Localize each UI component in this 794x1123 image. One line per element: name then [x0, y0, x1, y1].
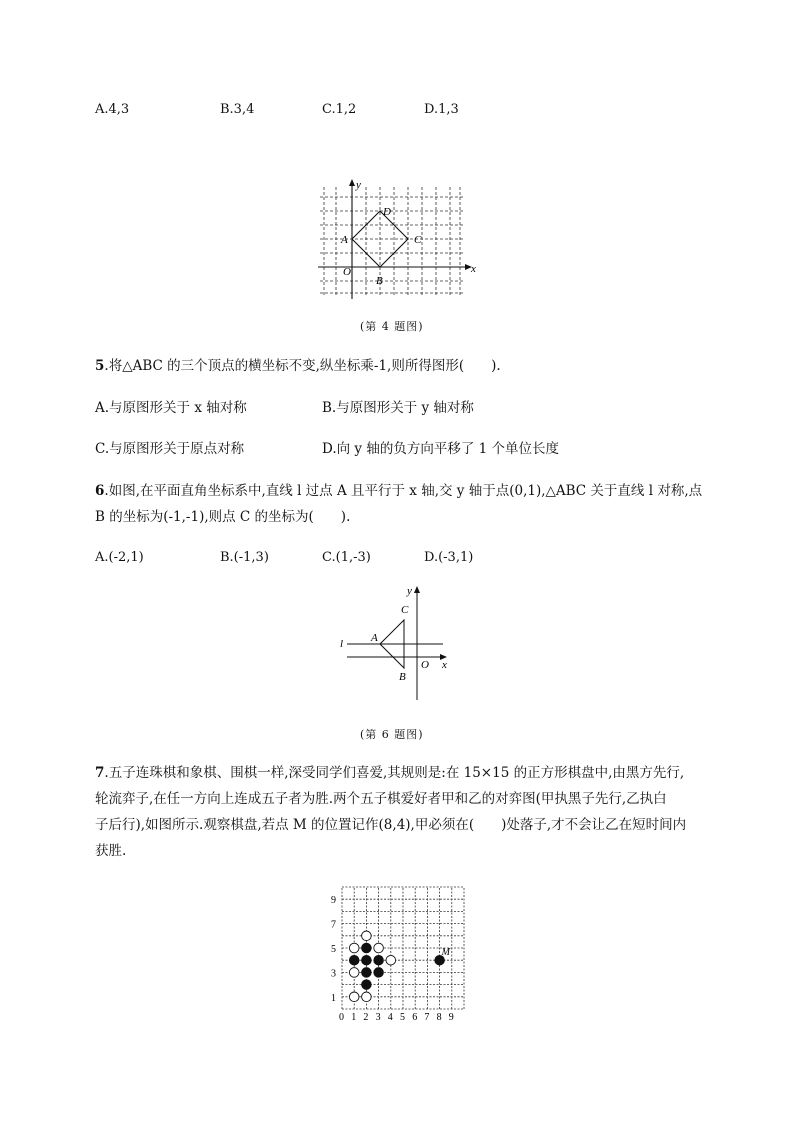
q5-number: 5	[95, 358, 105, 374]
x-tick-label: 7	[424, 1012, 430, 1022]
fig4-label-c: C	[414, 234, 422, 246]
q7-line-1	[95, 760, 686, 786]
q6-line-1	[95, 478, 702, 504]
fig7-label-m: M	[441, 947, 450, 959]
fig6-label-l: l	[340, 638, 344, 650]
x-tick-label: 2	[363, 1012, 369, 1022]
q6-option-a: A.(-2,1)	[95, 550, 144, 565]
black-stone	[362, 943, 372, 953]
x-tick-label: 9	[448, 1012, 454, 1022]
q5-option-d: D.向 y 轴的负方向平移了 1 个单位长度	[322, 441, 560, 457]
q6-line-1-text: .如图,在平面直角坐标系中,直线 l 过点 A 且平行于 x 轴,交 y 轴于点(0,1),△ABC 关于直线 l 对称,点	[104, 483, 703, 499]
q7-line-3: 子后行),如图所示.观察棋盘,若点 M 的位置记作(8,4),甲必须在( )处落子,才不会让乙在短时间内	[95, 817, 687, 833]
q6-option-b: B.(-1,3)	[220, 550, 269, 565]
fig6-label-b: B	[399, 671, 406, 683]
q4-option-b: B.3,4	[220, 102, 255, 117]
question-7	[95, 760, 686, 864]
black-stone	[362, 968, 372, 978]
y-tick-label: 9	[331, 895, 336, 907]
x-tick-label: 4	[387, 1012, 393, 1022]
q7-number: 7	[95, 765, 105, 781]
black-stone	[374, 955, 384, 965]
white-stone	[386, 955, 396, 965]
figure-6-diagram	[335, 580, 460, 705]
fig4-label-x: x	[471, 263, 476, 275]
white-stone	[349, 943, 359, 953]
x-tick-label: 1	[351, 1012, 357, 1022]
figure-6-caption: (第 6 题图)	[360, 728, 424, 741]
q4-option-c: C.1,2	[322, 102, 357, 117]
black-stone	[349, 955, 359, 965]
white-stone	[362, 931, 372, 941]
fig6-label-y: y	[407, 585, 412, 597]
black-stone	[362, 980, 372, 990]
white-stone	[362, 992, 372, 1002]
q7-line-4: 获胜.	[95, 843, 127, 859]
q7-line-2: 轮流弈子,在任一方向上连成五子者为胜.两个五子棋爱好者甲和乙的对弈图(甲执黑子先行,乙执白	[95, 791, 667, 807]
x-tick-label: 3	[375, 1012, 381, 1022]
white-stone	[374, 943, 384, 953]
white-stone	[349, 968, 359, 978]
fig4-label-b: B	[376, 275, 383, 287]
q6-number: 6	[95, 483, 105, 499]
fig4-label-o: O	[343, 266, 351, 278]
y-tick-label: 7	[331, 919, 336, 931]
q7-line-1-text: .五子连珠棋和象棋、围棋一样,深受同学们喜爱,其规则是:在 15×15 的正方形棋盘中,由黑方先行,	[104, 765, 685, 781]
x-tick-label: 6	[412, 1012, 418, 1022]
q5-option-b: B.与原图形关于 y 轴对称	[322, 400, 474, 416]
y-tick-label: 5	[331, 944, 336, 955]
black-stone	[362, 955, 372, 965]
fig6-label-o: O	[421, 659, 429, 671]
q6-line-2: B 的坐标为(-1,-1),则点 C 的坐标为( ).	[95, 509, 351, 525]
fig6-label-a: A	[371, 632, 378, 644]
q6-option-c: C.(1,-3)	[322, 550, 371, 565]
question-5	[95, 353, 501, 379]
question-6	[95, 478, 702, 530]
black-stone	[374, 968, 384, 978]
figure-4-caption: (第 4 题图)	[360, 320, 424, 333]
fig4-label-d: D	[383, 206, 391, 218]
y-axis-arrow	[414, 586, 420, 593]
x-tick-label: 0	[339, 1012, 344, 1022]
white-stone	[349, 992, 359, 1002]
q5-option-a: A.与原图形关于 x 轴对称	[95, 400, 247, 416]
q4-option-a: A.4,3	[95, 102, 130, 117]
q4-option-d: D.1,3	[424, 102, 459, 117]
y-tick-label: 3	[331, 968, 336, 980]
figure-4-grid	[310, 172, 485, 302]
q5-text: .将△ABC 的三个顶点的横坐标不变,纵坐标乘-1,则所得图形( ).	[104, 358, 501, 374]
fig6-label-c: C	[401, 604, 409, 616]
q5-option-c: C.与原图形关于原点对称	[95, 441, 245, 457]
fig6-label-x: x	[442, 659, 447, 671]
fig4-label-y: y	[356, 179, 361, 191]
figure-7-board	[325, 882, 475, 1022]
y-tick-label: 1	[331, 992, 336, 1004]
x-tick-label: 8	[436, 1012, 442, 1022]
y-axis-arrow	[349, 179, 355, 186]
q6-option-d: D.(-3,1)	[424, 550, 474, 565]
fig4-label-a: A	[341, 234, 348, 246]
x-tick-label: 5	[400, 1012, 405, 1022]
